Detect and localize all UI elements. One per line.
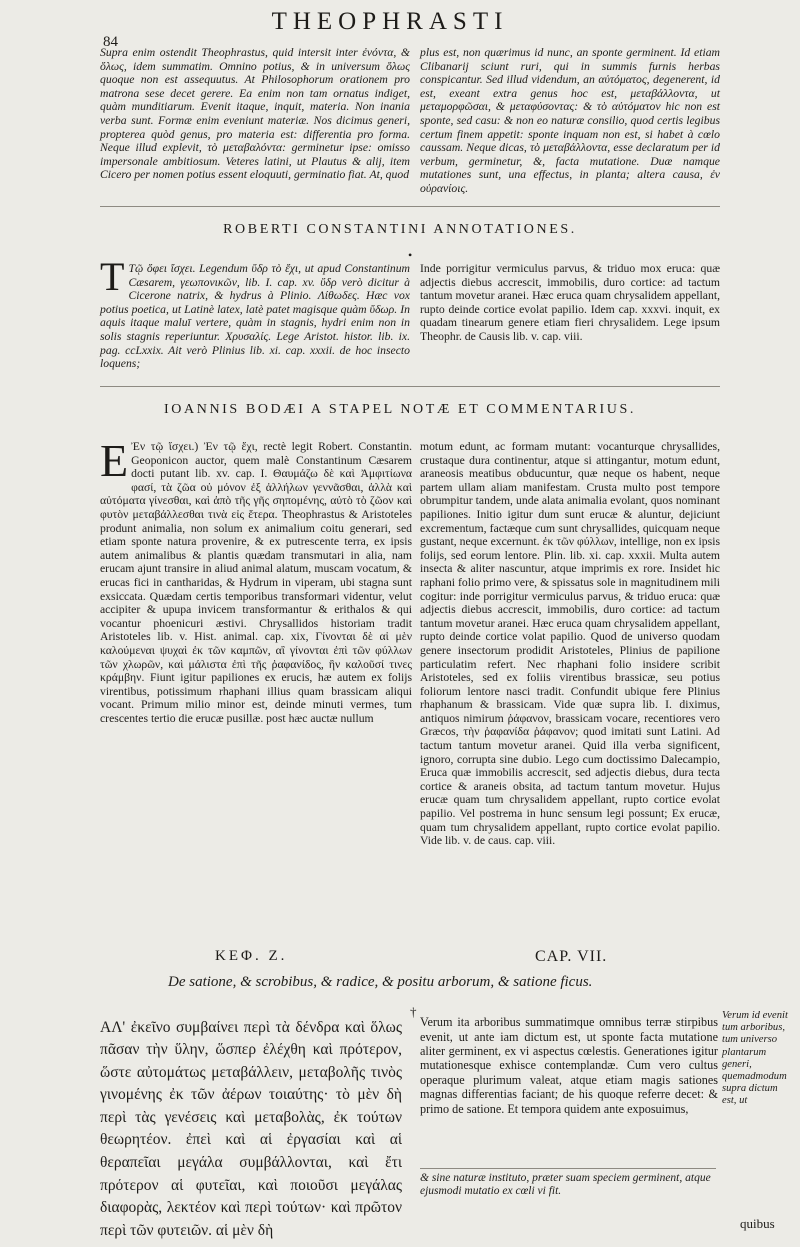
chapter-heading-latin: CAP. VII. [535, 948, 608, 965]
commentary-right-text: motum edunt, ac formam mutant: vocanturque chrysallides, crustaque dura continentur, atque si attingantur, motum edunt, araneosis meatibus obducuntur, quæ neque os habent, neque partem ullam aliam manifestam. Crusta multo post tempore obrumpitur tandem, unde alata animalia evolant, quos nominant papiliones. Initio igitur dum sunt erucæ & aluntur, dejiciunt excrementum, factæque cum sunt chrysallides, quicquam neque gustant, neque excernunt. ἐκ τῶν φύλλων, intellige, non ex ipsis folijs, sed eorum lentore. Plin. lib. xi. cap. xxxii. Multa autem insecta & aliter nascuntur, atque imprimis ex rore. Insidet hic raphani folio primo vere, & spissatus sole in magnitudinem mili cogitur: inde porrigitur vermiculus parvus, & triduo eruca: quæ adjectis diebus accrescit, immobilis, duro cortice: ad tactum tantum movetur aranei. Hæc eruca quam chrysalidem appellant, rupto deinde cortice volat papilio. Quod de universo quodam genere insectorum prodidit Aristoteles, Plinius de papilione particulatim refert. Nec rhaphani folio insidere scribit Aristoteles, sed ex foliis virentibus brassicæ, seu potius foliorum lentore nasci tradit. Confundit ubique fere Plinius rhaphanum & brassicam. Vide quæ supra lib. I. diximus, antiquos nimirum ῥάφανον, brassicam vocare, recentiores vero Græcos, τὴν ῥαφανίδα ῥάφανον; quod imitati sunt Latini. Ad tactum tantum movetur aranei. Quid illa verba significent, ignoro, corrupta sine dubio. Lego cum doctissimo Dalecampio, Eruca quæ immobilis accrescit, sed adjectis diebus, dura tecta cortice & araneis obsita, ad tactum tantum movetur. Hujus erucæ quam tum chrysalidem appellant, rupto cortice evolat papilio. Vel postrema in hunc sensum legi possunt; Ex erucæ, quam tum chrysalidem appellant, rupto cortice evolat papilio. Vide lib. v. de caus. cap. viii. [420, 440, 720, 848]
footnote-marker: † [410, 1004, 417, 1019]
chapter-heading-greek: ΚΕΦ. Ζ. [215, 948, 288, 964]
drop-cap: E [100, 435, 129, 486]
divider [100, 206, 720, 207]
latin-text: Verum ita arboribus summatimque omnibus terræ stirpibus evenit, ut ante iam dictum est, ut sponte facta mutatione aliter germinent, ex vi aspectus cœlestis. Generationes igitur mutationesque exhisce contemplandæ. Cum vero cultus operaque plurimum valeat, atque etiam magis sationes magnas differentias faciant; de his quoque referre decet: & primo de satione. Et tempora quidem ante exposuimus, [420, 1015, 718, 1116]
marginal-note-text: Verum id evenit tum arboribus, tum universo plantarum generi, quemadmodum supra dictum est, ut [722, 1010, 788, 1107]
chapter-title: De satione, & scrobibus, & radice, & positu arborum, & satione ficus. [168, 974, 593, 990]
drop-cap: T [100, 254, 125, 299]
page-number: 84 [103, 34, 118, 50]
section-title-constantini: ROBERTI CONSTANTINI ANNOTATIONES. [223, 222, 577, 237]
commentary-right-column [420, 440, 720, 936]
divider [100, 386, 720, 387]
annotations-left-column [100, 254, 410, 372]
running-head: THEOPHRASTI [271, 8, 509, 35]
annotations-left-text: Τῷ ὄφει ἴσχει. Legendum ὕδρ τὸ ἔχι, ut apud Constantinum Cæsarem, γεωπονικῶν, lib. I. cap. xv. ὕδρ verò dicitur à Cicerone natrix, & hydrus à Plinio. Λίθωδες. Hæc vox potius poetica, ut Latinè latex, latè patet magisque quàm ὕδωρ. In aquis itaque maluī vertere, quàm in stagnis, hydri enim non in solis stagnis reperiuntur. Χρυσαλίς. Lege Aristot. histor. lib. ix. pag. ccLxxix. Ait verò Plinius lib. xi. cap. xxxii. de hoc insecto loquens; [100, 262, 410, 371]
greek-text-column [100, 1001, 402, 1239]
greek-text: ΑΛ' ἐκεῖνο συμβαίνει περὶ τὰ δένδρα καὶ ὅλως πᾶσαν τὴν ὕλην, ὥσπερ ἐλέχθη καὶ πρότερον, ὥστε αὐτομάτως μεταβάλλειν, μεταβολῆς τινὸς γινομένης ἐκ τῶν ἀέρων τοιαύτης· τὸ μὲν δὴ περὶ τὰς γενέσεις καὶ μεταβολὰς, ἐκ τούτων θεωρητέον. ἐπεὶ καὶ αἱ ἐργασίαι καὶ αἱ θεραπεῖαι μεγάλα συμβάλλονται, καὶ ἔτι πρότερον αἱ φυτεῖαι, καὶ ποιοῦσι μεγάλας διαφορὰς, λεκτέον καὶ περὶ τούτων· καὶ πρῶτον περὶ τῶν φυτειῶν. αἱ μὲν δὴ [100, 1018, 402, 1239]
footnote-rule [420, 1168, 716, 1169]
top-left-text: Supra enim ostendit Theophrastus, quid intersit inter ἐνόντα, & ὅλως, idem summatim. Omnino potius, & in universum ὅλως quoque non est assequutus. At Philosophorum orationem pro matrona sese decet gerere. Ea enim non tam ornatus indiget, quàm munditiarum. Evenit itaque, inquit, materia. Non inania verba sunt. Formæ enim eveniunt materiæ. Nos dicimus generi, propterea quòd genus, pro materia est: differentia pro forma. Neque illud explevit, τὸ μεταβαλόντα: germinetur ipse: omisso impersonale ambitiosum. Veteres latini, ut Plautus & alij, item Cicero per nomen potius essent eloquuti, germinatio fiat. At, quod [100, 46, 410, 182]
commentary-left-text: Ἐν τῷ ἴσχει.) Ἐν τῷ ἔχι, rectè legit Robert. Constantin. Geoponicon auctor, quem malè Constantinum Cæsarem docti putant lib. xv. cap. I. Θαυμάζω δὲ καὶ Ἀμφιτίωνα φασί, τὰ ζῶα οὐ μόνον ἐξ ἀλλήλων γεννᾶσθαι, ἀλλὰ καὶ αὐτόματα γίνεσθαι, καὶ ἀπὸ τῆς γῆς σηπομένης, αὐτὸ τὸ ζῶον καὶ φυτὸν μεταβάλλεσθαι τινὰ εἰς ἕτερα. Theophrastus & Aristoteles produnt animalia, non solum ex animalium coitu generari, sed etiam sponte natura provenire, & ex putrescente terra, ex ipsis autem animalibus & plantis quædam transmutari in alia, nam erucam ajunt transire in aliud animal alatum, muscam vocatum, & erucas fici in cantharidas, & Hydrum in viperam, ubi stagna sunt exsiccata. Quædam certis temporibus transformari videntur, velut accipiter & upupa invicem transformantur & erithalos & qui vocantur phoenicuri æstivi. Chrysallidos historiam tradit Aristoteles lib. v. Hist. animal. cap. xix, Γίνονται δὲ αἱ μὲν καλούμεναι ψυχαὶ ἐκ τῶν καμπῶν, αἳ γίνονται ἐπὶ τῶν φύλλων τῶν χλωρῶν, καὶ μάλιστα ἐπὶ τῆς ῥαφανίδος, ἣν καλοῦσί τινες κράμβην. Fiunt igitur papiliones ex erucis, hæ autem ex folijs virentibus, potissimum rhaphani illius quam brassicam aliqui vocant. Primum milio minor est, deinde minuti vermes, tum crescentes tertio die erucæ pusillæ. post hæc auctæ nullum [100, 440, 412, 725]
commentary-left-column [100, 435, 412, 936]
top-right-text: plus est, non quærimus id nunc, an sponte germinent. Id etiam Clibanarij sciunt ruri, qui in summis furnis herbas conspicantur. Sed illud videndum, an αὐτόματος, degenerent, id est, exeant extra genus hoc est, μεταβάλλοντα, ut μεταμορφῶσαι, & μεταφύσοντας: & τὸ αὐτόματον hic non est sponte, sed casu: & non eo naturæ consilio, quod certis legibus certum finem appetit: sponte inquam non est, si habet à cœlo caussam. Neque dicas, τὸ μεταβάλλοντα, esse declaratum per id verbum, germinetur, &, facta mutatione. Duæ namque mutationes sunt, una effectus, in planta; altera causa, ἐν οὐρανίοις. [420, 46, 720, 195]
annotations-right-column [420, 262, 720, 372]
footnote: & sine naturæ instituto, præter suam speciem germinent, atque ejusmodi mutatio ex cœli vi fit. [420, 1172, 711, 1197]
catchword: quibus [740, 1216, 775, 1231]
marginal-note [722, 1010, 794, 1210]
ornament: • [408, 248, 413, 262]
top-right-column [420, 46, 720, 194]
top-left-column [100, 46, 410, 194]
section-title-bodaei: IOANNIS BODÆI A STAPEL NOTÆ ET COMMENTARIUS. [164, 402, 636, 417]
latin-text-column [420, 1003, 718, 1168]
annotations-right-text: Inde porrigitur vermiculus parvus, & triduo mox eruca: quæ adjectis diebus accrescit, immobilis, duro cortice: ad tactum tantum movetur aranei. Hæc eruca quam chrysalidem appellant, rupto deinde cortice evolat papilio. Idem cap. xxxvi. inquit, ex quadam tinearum genere etiam fieri chrysalidem. Lege ipsum Theophr. de Causis lib. v. cap. viii. [420, 262, 720, 343]
